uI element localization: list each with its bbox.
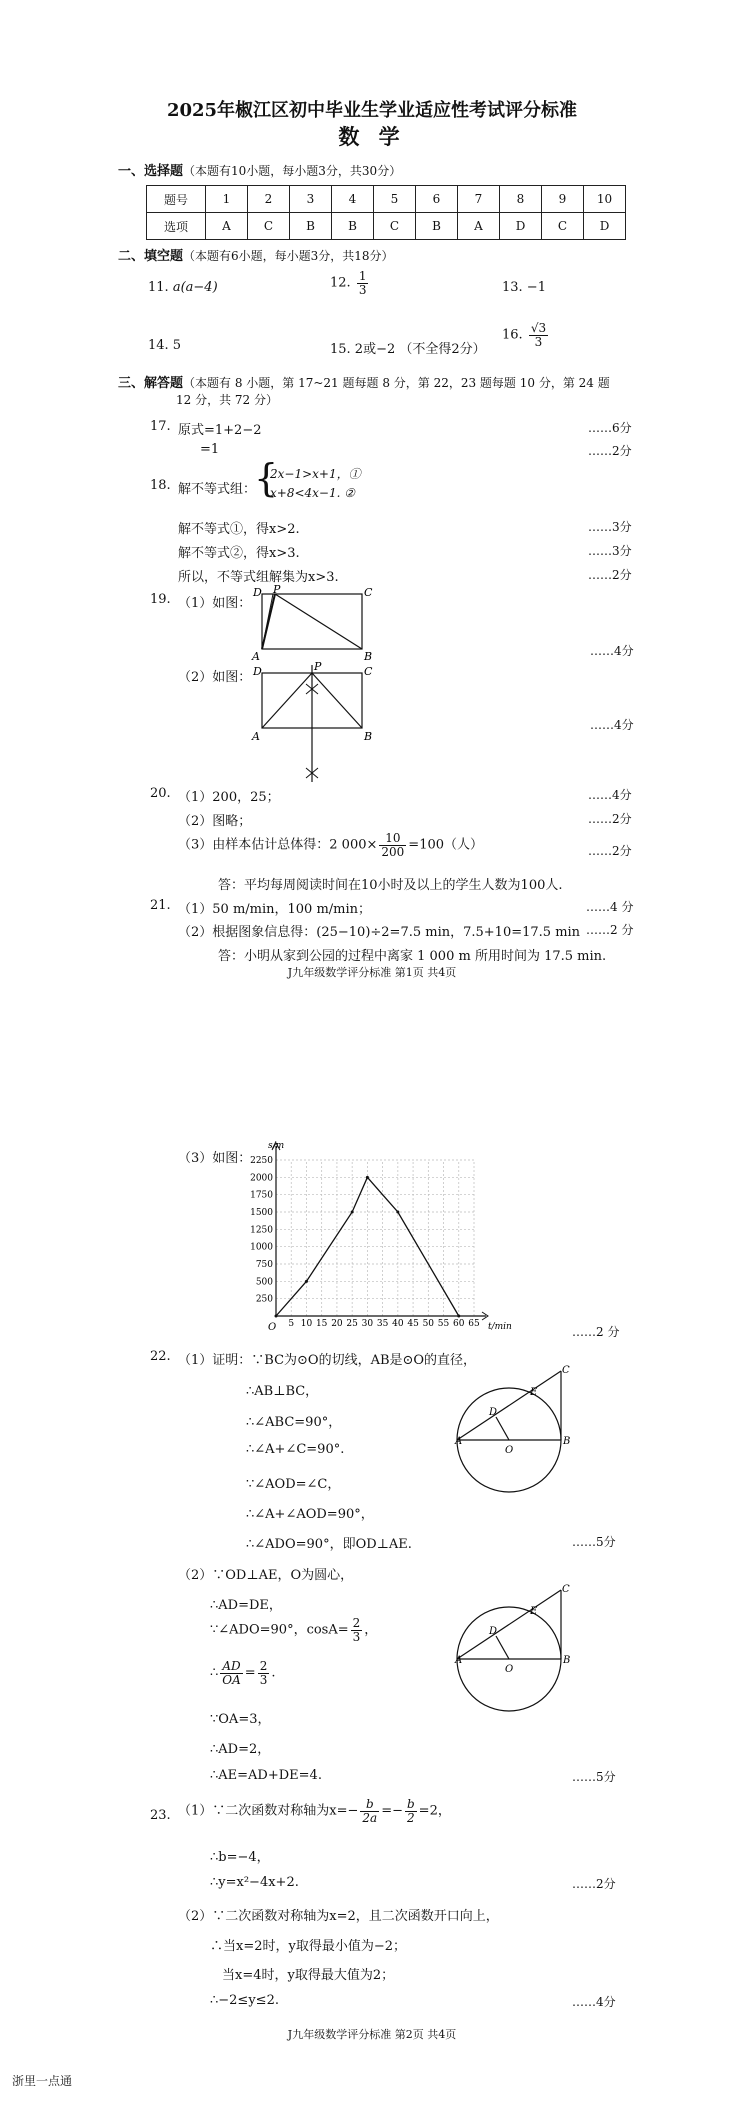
y-axis-label: s/m (268, 1141, 285, 1151)
q12-label: 12. (330, 275, 351, 291)
x-tick-label: 65 (468, 1319, 480, 1329)
point-p-label: P (273, 583, 281, 596)
x-axis-label: t/min (488, 1322, 512, 1332)
point-b-label: B (563, 1436, 571, 1447)
q21-answer: 答：小明从家到公园的过程中离家 1 000 m 所用时间为 17.5 min. (218, 949, 607, 964)
q17-score2: ……2分 (588, 444, 632, 458)
q22-p1-step5: ∴∠A+∠AOD=90°， (246, 1507, 374, 1522)
point-p-label: P (314, 660, 322, 673)
q17-label: 17. (150, 419, 171, 434)
q23-p2-score: ……4分 (572, 1995, 616, 2009)
q12-numerator: 1 (358, 269, 367, 283)
answer-option: D (500, 213, 542, 240)
q22-p1-intro: （1）证明：∵BC为⊙O的切线，AB是⊙O的直径， (178, 1353, 477, 1368)
answer-option: A (458, 213, 500, 240)
segment-ap (262, 673, 312, 728)
x-tick-label: 5 (288, 1319, 295, 1329)
answer-number: 3 (290, 186, 332, 213)
q22-p2-step3 (210, 1660, 275, 1686)
q22-label: 22. (150, 1349, 171, 1364)
q19-figure1 (250, 583, 380, 668)
q23-p2-intro: （2）∵二次函数对称轴为x=2，且二次函数开口向上， (178, 1909, 499, 1924)
q16-denominator: 3 (534, 334, 543, 349)
q23-p1-score: ……2分 (572, 1877, 616, 1891)
part2-header (118, 245, 394, 264)
q23-frac1-denominator: 2a (362, 1810, 378, 1825)
q17-line1: 原式=1+2−2 (178, 423, 262, 438)
point-c-label: C (562, 1365, 570, 1376)
chart-x-ticks (288, 1319, 480, 1329)
q21-score2: ……2 分 (586, 923, 634, 937)
q17-score1: ……6分 (588, 421, 632, 435)
y-tick-label: 250 (255, 1294, 273, 1305)
data-point (457, 1315, 460, 1318)
page1-footer: J九年级数学评分标准 第1页 共4页 (287, 966, 457, 979)
q22-p2-intro: （2）∵OD⊥AE，O为圆心， (178, 1568, 354, 1583)
part2-heading: 二、填空题 (118, 249, 184, 264)
answer-table-label-number: 题号 (147, 186, 206, 213)
x-tick-label: 30 (361, 1319, 374, 1329)
q18-label: 18. (150, 478, 171, 493)
x-tick-label: 55 (437, 1319, 450, 1329)
chart-y-ticks (250, 1156, 273, 1305)
q22-p2-step2-post: ， (364, 1622, 378, 1638)
q22-cos-numerator: 2 (352, 1616, 361, 1630)
subject-title: 数 学 (338, 124, 406, 149)
point-d-label: D (489, 1626, 498, 1637)
q21-part3: （3）如图： (178, 1151, 252, 1166)
answer-option: B (332, 213, 374, 240)
segment-pb (312, 673, 362, 728)
x-tick-label: 10 (300, 1319, 313, 1329)
q11-answer (148, 280, 218, 295)
x-tick-label: 40 (392, 1319, 404, 1329)
x-tick-label: 25 (346, 1319, 358, 1329)
y-tick-label: 500 (255, 1277, 273, 1288)
point-d-label: D (489, 1407, 498, 1418)
answer-table-option-row (147, 213, 626, 240)
part3-heading: 三、解答题 (118, 376, 184, 391)
origin-label: O (268, 1322, 277, 1333)
point-o-label: O (505, 1664, 514, 1675)
q21-label: 21. (150, 898, 171, 913)
segment-ac (457, 1590, 561, 1659)
answer-number: 7 (458, 186, 500, 213)
q22-p2-step2 (210, 1617, 377, 1643)
answer-option: C (542, 213, 584, 240)
q18-score3: ……2分 (588, 568, 632, 582)
q21-score1: ……4 分 (586, 900, 634, 914)
part1-header (118, 160, 401, 179)
q23-p1-mid: =− (381, 1803, 403, 1819)
q20-fraction-numerator: 10 (379, 832, 406, 846)
q23-frac2-numerator: b (406, 1797, 415, 1811)
answer-option: A (206, 213, 248, 240)
segment-od (496, 1636, 509, 1659)
answer-table-label-option: 选项 (147, 213, 206, 240)
q22-p1-step1: ∴AB⊥BC， (246, 1384, 319, 1399)
q20-part3-post: =100（人） (408, 837, 484, 853)
q22-p1-step2: ∴∠ABC=90°， (246, 1415, 342, 1430)
q18-score1: ……3分 (588, 520, 632, 534)
q23-p1-step2: ∴y=x²−4x+2. (210, 1875, 299, 1890)
point-o-label: O (505, 1445, 514, 1456)
q20-part1: （1）200，25； (178, 790, 280, 805)
answer-option: B (290, 213, 332, 240)
q23-p2-step1: ∴当x=2时，y取得最小值为−2； (210, 1939, 407, 1954)
q20-score1: ……4分 (588, 788, 632, 802)
answer-option: B (416, 213, 458, 240)
q11-a: a (172, 280, 181, 295)
q17-line2: =1 (200, 442, 220, 457)
x-tick-label: 50 (422, 1319, 435, 1329)
answer-number: 1 (206, 186, 248, 213)
q22-ratio-numerator2: 2 (259, 1659, 268, 1673)
part2-note: （本题有6小题，每小题3分，共18分） (183, 249, 394, 263)
q20-fraction-denominator: 200 (381, 844, 405, 859)
q20-part3 (178, 832, 483, 858)
page2-footer: J九年级数学评分标准 第2页 共4页 (287, 2028, 457, 2041)
y-tick-label: 750 (255, 1260, 273, 1270)
q12-denominator: 3 (358, 282, 367, 297)
q19-score1: ……4分 (590, 644, 634, 658)
point-c-label: C (364, 665, 373, 678)
segment-ap-thin (262, 594, 273, 649)
part3-note-line2: 12 分，共 72 分） (176, 393, 278, 407)
q19-figure2 (250, 660, 385, 790)
q23-frac2-denominator: 2 (407, 1810, 415, 1825)
q22-p2-step5: ∴AD=2， (210, 1742, 271, 1757)
y-tick-label: 1750 (250, 1190, 273, 1201)
point-a-label: A (455, 1436, 463, 1447)
q22-p2-step6: ∴AE=AD+DE=4. (210, 1768, 322, 1783)
y-tick-label: 1500 (250, 1208, 273, 1218)
q22-p1-step6: ∴∠ADO=90°，即OD⊥AE. (246, 1537, 412, 1552)
point-b-label: B (364, 730, 373, 743)
q18-score2: ……3分 (588, 544, 632, 558)
point-e-label: E (530, 1387, 538, 1398)
answer-table (146, 185, 626, 240)
q22-p1-step3: ∴∠A+∠C=90°. (246, 1442, 345, 1457)
q22-p2-score: ……5分 (572, 1770, 616, 1784)
answer-number: 4 (332, 186, 374, 213)
q23-p1 (178, 1798, 451, 1824)
q11-rest: (a−4) (180, 280, 218, 295)
y-tick-label: 2000 (250, 1173, 273, 1184)
q19-score2: ……4分 (590, 718, 634, 732)
segment-ac (457, 1371, 561, 1440)
answer-number: 5 (374, 186, 416, 213)
data-point (351, 1211, 354, 1214)
q11-label: 11. (148, 280, 169, 295)
q21-score3: ……2 分 (572, 1325, 620, 1339)
q22-p1-step4: ∵∠AOD=∠C， (246, 1477, 341, 1492)
q23-label: 23. (150, 1808, 171, 1823)
data-point (396, 1211, 399, 1214)
x-tick-label: 35 (376, 1319, 389, 1329)
answer-table-number-row (147, 186, 626, 213)
q20-score3: ……2分 (588, 844, 632, 858)
x-tick-label: 45 (407, 1319, 419, 1329)
q21-part1: （1）50 m/min，100 m/min； (178, 902, 372, 917)
q18-step2: 解不等式②，得x>3. (178, 546, 300, 561)
q14-answer: 14. 5 (148, 338, 182, 353)
q22-figure1 (456, 1365, 576, 1495)
q22-ratio-equals: = (244, 1665, 256, 1681)
q18-intro: 解不等式组： (178, 482, 257, 497)
q23-p1-post: =2， (418, 1803, 451, 1819)
q18-inequality2: x+8<4x−1. ② (270, 486, 355, 500)
point-a-label: A (455, 1655, 463, 1666)
point-b-label: B (364, 650, 373, 663)
q22-p2-step3-post: . (271, 1665, 276, 1681)
data-point (305, 1280, 308, 1283)
q22-p2-step1: ∴AD=DE， (210, 1598, 282, 1613)
data-point (366, 1176, 369, 1179)
answer-number: 8 (500, 186, 542, 213)
q22-p2-step3-pre: ∴ (210, 1665, 219, 1681)
q19-part1: （1）如图： (178, 596, 252, 611)
q20-answer: 答：平均每周阅读时间在10小时及以上的学生人数为100人. (218, 878, 563, 893)
q22-figure2 (456, 1584, 576, 1714)
watermark: 浙里一点通 (12, 2074, 73, 2088)
data-point (275, 1315, 278, 1318)
point-e-label: E (530, 1606, 538, 1617)
q22-cos-denominator: 3 (352, 1629, 361, 1644)
answer-number: 9 (542, 186, 584, 213)
segment-pb (275, 594, 362, 649)
q20-score2: ……2分 (588, 812, 632, 826)
q16-label: 16. (502, 327, 523, 343)
y-tick-label: 1000 (250, 1242, 273, 1253)
answer-option: C (248, 213, 290, 240)
answer-number: 2 (248, 186, 290, 213)
q23-p1-pre: （1）∵二次函数对称轴为x=− (178, 1803, 359, 1819)
rectangle-abcd (262, 594, 362, 649)
chart-grid (276, 1160, 474, 1316)
q22-ratio-denominator2: 3 (259, 1672, 268, 1687)
q21-chart (232, 1140, 532, 1332)
part1-heading: 一、选择题 (118, 164, 184, 179)
q22-p2-step4: ∵OA=3， (210, 1712, 271, 1727)
q20-part2: （2）图略； (178, 814, 252, 829)
y-tick-label: 1250 (250, 1225, 273, 1236)
part1-note: （本题有10小题，每小题3分，共30分） (183, 164, 402, 178)
q19-label: 19. (150, 592, 171, 607)
q23-p2-step2: 当x=4时，y取得最大值为2； (222, 1968, 395, 1983)
q16-answer (502, 322, 550, 348)
q23-p1-step1: ∴b=−4， (210, 1850, 270, 1865)
q22-p1-score: ……5分 (572, 1535, 616, 1549)
q16-numerator: √3 (530, 321, 547, 335)
part3-note-line1: （本题有 8 小题，第 17~21 题每题 8 分，第 22，23 题每题 10 分，第 24 题 (183, 376, 610, 390)
point-a-label: A (252, 730, 260, 743)
q13-answer: 13. −1 (502, 280, 546, 295)
answer-number: 6 (416, 186, 458, 213)
page-title: 2025年椒江区初中毕业生学业适应性考试评分标准 (166, 100, 578, 121)
answer-option: C (374, 213, 416, 240)
q20-part3-pre: （3）由样本估计总体得：2 000× (178, 837, 378, 853)
point-c-label: C (364, 586, 373, 599)
q21-part2: （2）根据图象信息得：(25−10)÷2=7.5 min，7.5+10=17.5 min (178, 925, 581, 940)
point-c-label: C (562, 1584, 570, 1595)
segment-od (496, 1417, 509, 1440)
q20-label: 20. (150, 786, 171, 801)
q12-answer (330, 270, 370, 296)
x-tick-label: 20 (331, 1319, 343, 1329)
point-d-label: D (253, 665, 262, 678)
q18-inequality1: 2x−1>x+1，① (270, 467, 361, 481)
point-b-label: B (563, 1655, 571, 1666)
x-tick-label: 15 (315, 1319, 328, 1329)
q18-brace: { (254, 456, 279, 500)
q22-ratio-numerator: AD (220, 1660, 243, 1674)
part3-header (118, 372, 610, 391)
q23-frac1-numerator: b (360, 1798, 379, 1812)
q22-ratio-denominator: OA (222, 1672, 241, 1687)
q15-answer: 15. 2或−2 （不全得2分） (330, 342, 486, 357)
q18-step3: 所以，不等式组解集为x>3. (178, 570, 339, 585)
x-tick-label: 60 (453, 1319, 465, 1329)
q22-p2-step2-pre: ∵∠ADO=90°，cosA= (210, 1622, 349, 1638)
point-d-label: D (253, 586, 262, 599)
q18-step1: 解不等式①，得x>2. (178, 522, 300, 537)
answer-option: D (584, 213, 626, 240)
q23-p2-step3: ∴−2≤y≤2. (210, 1993, 279, 2008)
y-tick-label: 2250 (250, 1156, 273, 1166)
point-a-label: A (252, 650, 260, 663)
answer-number: 10 (584, 186, 626, 213)
q19-part2: （2）如图： (178, 670, 252, 685)
